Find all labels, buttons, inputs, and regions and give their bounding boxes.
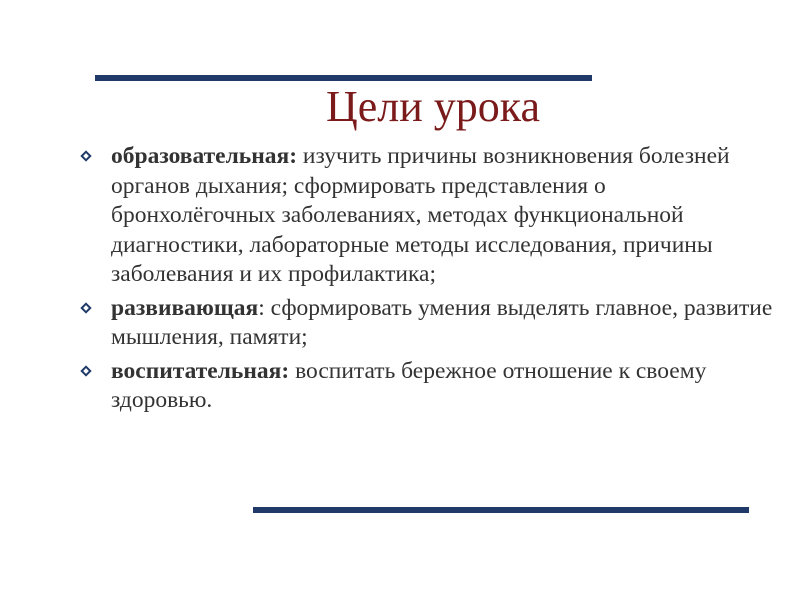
slide-title: Цели урока [326,82,541,131]
goal-text: воспитать бережное отношение к своему здоровью. [111,357,707,413]
goal-text: изучить причины возникновения болезней органов дыхания; сформировать представления о бронхолёгочных заболеваниях, методах функциональной диагностики, лабораторные методы исследования, причины заболевания и их профилактика; [111,143,730,287]
diamond-bullet-icon [80,365,91,376]
goal-text: : сформировать умения выделять главное, развитие мышления, памяти; [111,294,773,350]
goal-term: воспитательная: [111,357,290,384]
goal-item-upbringing [75,357,775,416]
bottom-divider [253,507,749,513]
goal-item-developmental [75,294,775,353]
goal-item-educational [75,142,775,290]
top-divider [95,75,592,81]
goals-list [75,142,775,416]
diamond-bullet-icon [80,150,91,161]
diamond-bullet-icon [80,302,91,313]
goal-term: образовательная: [111,143,298,169]
goal-term: развивающая [111,294,259,321]
